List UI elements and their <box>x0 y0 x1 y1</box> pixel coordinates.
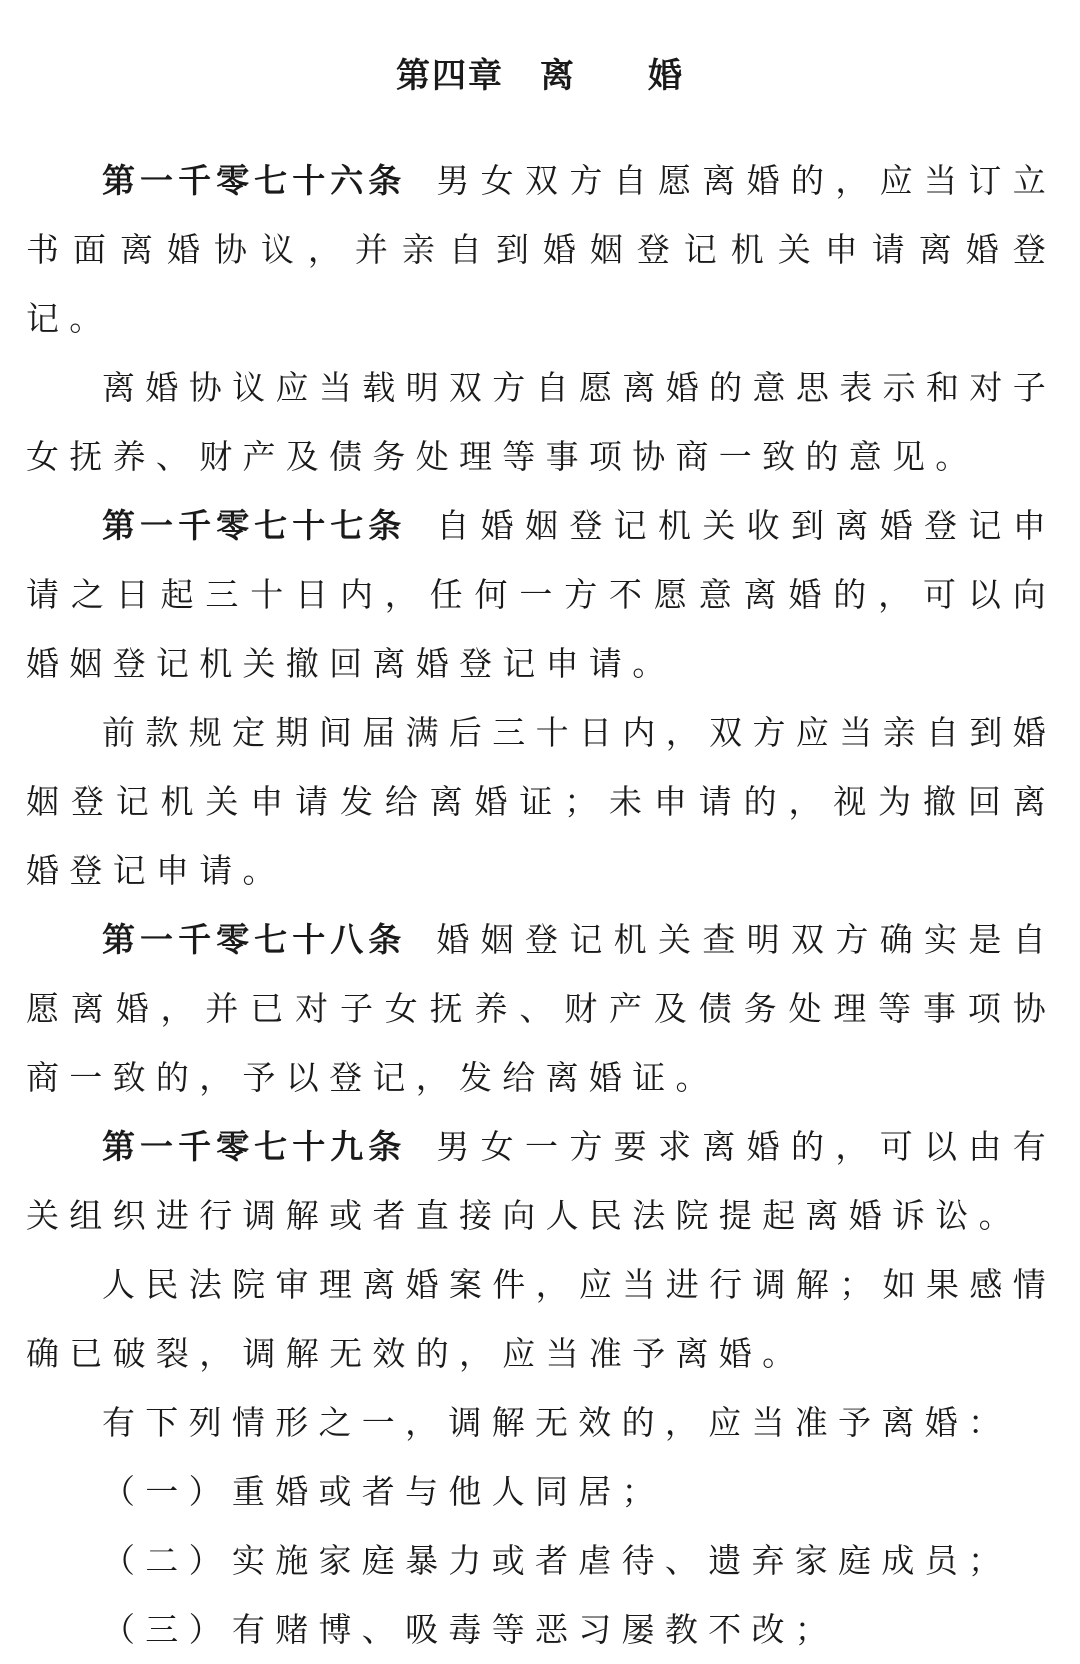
article-number: 第一千零七十九条 <box>102 1127 407 1166</box>
article-text: 婚姻登记机关查明双方确实是自愿离婚，并已对子女抚养、财产及债务处理等事项协商一致的，予以登记，发给离婚证。 <box>26 920 1057 1097</box>
list-item-text: （一）重婚或者与他人同居； <box>102 1472 665 1511</box>
paragraph-1076-clause-2 <box>26 353 1056 491</box>
clause-text: 前款规定期间届满后三十日内，双方应当亲自到婚姻登记机关申请发给离婚证；未申请的，视为撤回离婚登记申请。 <box>26 713 1056 890</box>
list-item-text: （二）实施家庭暴力或者虐待、遗弃家庭成员； <box>102 1541 1012 1580</box>
article-number: 第一千零七十八条 <box>102 920 407 959</box>
paragraph-1079-clause-2 <box>26 1250 1056 1388</box>
article-text: 男女一方要求离婚的，可以由有关组织进行调解或者直接向人民法院提起离婚诉讼。 <box>26 1127 1057 1235</box>
paragraph-1079 <box>26 1112 1056 1250</box>
clause-text: 人民法院审理离婚案件，应当进行调解；如果感情确已破裂，调解无效的，应当准予离婚。 <box>26 1265 1056 1373</box>
list-item-text: （三）有赌博、吸毒等恶习屡教不改； <box>102 1610 839 1649</box>
clause-text: 离婚协议应当载明双方自愿离婚的意思表示和对子女抚养、财产及债务处理等事项协商一致的意见。 <box>26 368 1056 476</box>
document-body <box>26 146 1056 1664</box>
list-item-3 <box>26 1595 1056 1664</box>
paragraph-1077 <box>26 491 1056 698</box>
paragraph-1077-clause-2 <box>26 698 1056 905</box>
article-number: 第一千零七十七条 <box>102 506 407 545</box>
clause-text: 有下列情形之一，调解无效的，应当准予离婚： <box>102 1403 1012 1442</box>
chapter-title: 第四章 离 婚 <box>396 56 684 96</box>
article-text: 男女双方自愿离婚的，应当订立书面离婚协议，并亲自到婚姻登记机关申请离婚登记。 <box>26 161 1057 338</box>
list-item-1 <box>26 1457 1056 1526</box>
paragraph-1078 <box>26 905 1056 1112</box>
paragraph-1079-clause-3 <box>26 1388 1056 1457</box>
article-number: 第一千零七十六条 <box>102 161 407 200</box>
paragraph-1076 <box>26 146 1056 353</box>
article-text: 自婚姻登记机关收到离婚登记申请之日起三十日内，任何一方不愿意离婚的，可以向婚姻登记机关撤回离婚登记申请。 <box>26 506 1057 683</box>
list-item-2 <box>26 1526 1056 1595</box>
